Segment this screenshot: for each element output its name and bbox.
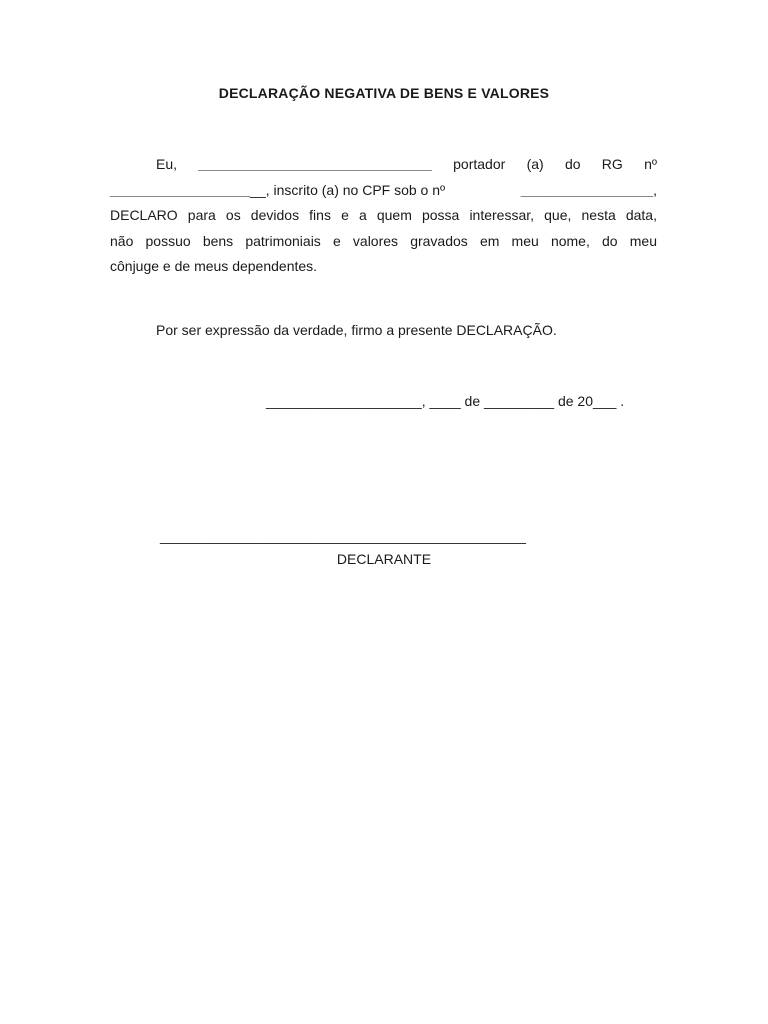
paragraph-line-4: não possuo bens patrimoniais e valores gravados em meu nome, do meu [110,232,657,249]
name-blank: ______________________________ [198,156,432,172]
declaration-paragraph [110,152,657,280]
cpf-group [521,178,657,204]
text-portador: portador [453,156,506,172]
paragraph-line-5: cônjuge e de meus dependentes. [110,258,318,274]
paragraph-line-3: DECLARO para os devidos fins e a quem possa interessar, que, nesta data, [110,207,657,223]
document-title: DECLARAÇÃO NEGATIVA DE BENS E VALORES [218,85,550,101]
date-place-line: ____________________, ____ de _________ de 20___ . [266,393,625,409]
closing-statement: Por ser expressão da verdade, firmo a presente DECLARAÇÃO. [156,322,557,338]
text-do: do [564,156,581,172]
text-eu: Eu, [156,156,178,172]
cpf-blank: _________________ [520,181,654,198]
text-no: nº [644,156,657,172]
signature-line: _______________________________________________ [160,528,526,544]
rg-blank: __________________ [110,181,251,198]
paragraph-line-2 [110,178,657,204]
cpf-suffix-text: , [653,181,657,198]
text-a: (a) [526,156,544,172]
paragraph-line-1 [110,152,657,178]
rg-group [110,178,445,204]
signature-label: DECLARANTE [336,551,432,567]
text-rg: RG [601,156,623,172]
rg-suffix-text: __, inscrito (a) no CPF sob o nº [250,181,446,198]
